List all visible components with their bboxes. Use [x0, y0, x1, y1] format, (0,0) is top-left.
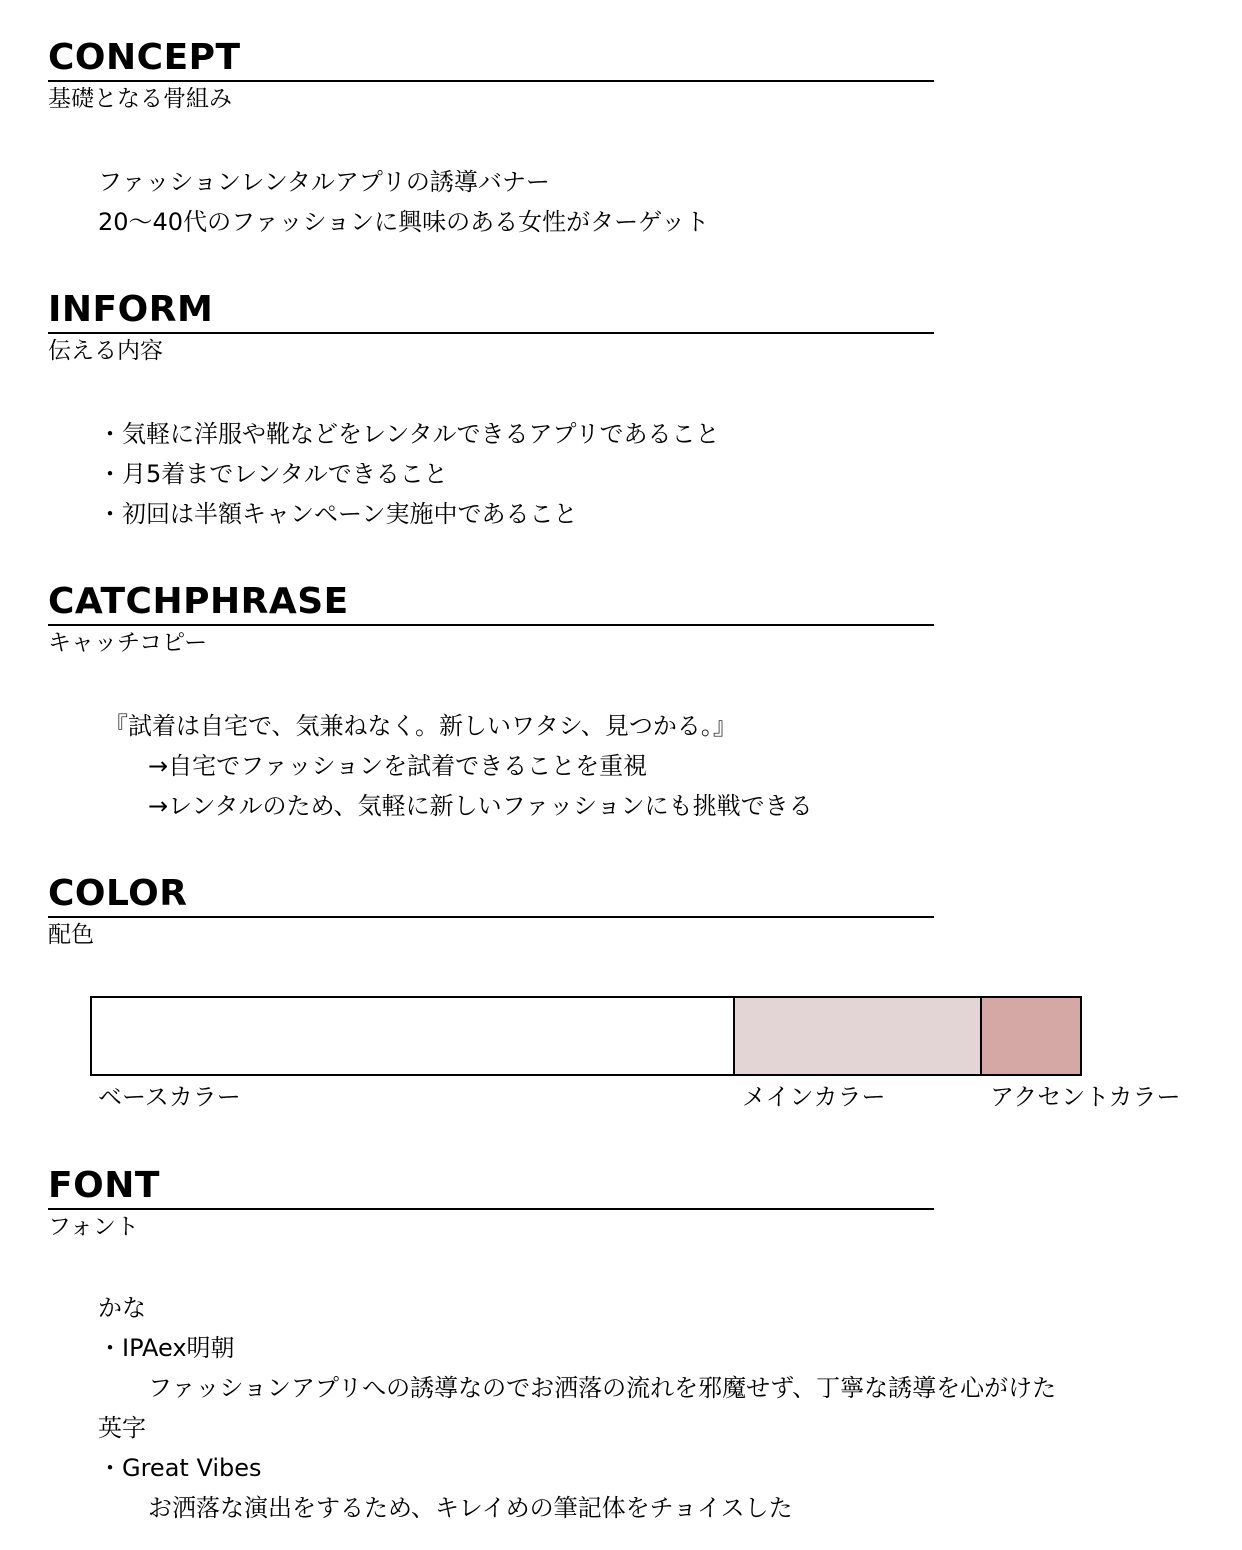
font-kana-label: かな: [98, 1294, 146, 1322]
inform-section: [48, 288, 934, 368]
concept-section: [48, 36, 934, 116]
font-latin-name: ・Great Vibes: [98, 1454, 262, 1482]
main-color-swatch: [733, 998, 980, 1074]
inform-line-2: ・月5着までレンタルできること: [98, 460, 448, 488]
inform-body: [98, 414, 719, 534]
font-heading: FONT: [48, 1165, 160, 1206]
inform-line-1: ・気軽に洋服や靴などをレンタルできるアプリであること: [98, 420, 720, 448]
accent-color-label: アクセントカラー: [990, 1083, 1181, 1111]
catchphrase-body: [98, 706, 813, 826]
catchphrase-section: [48, 580, 934, 660]
color-subtitle: 配色: [48, 922, 94, 948]
catchphrase-line-2: →自宅でファッションを試着できることを重視: [148, 752, 648, 780]
font-section: [48, 1164, 934, 1244]
concept-heading: CONCEPT: [48, 37, 241, 78]
font-kana-name: ・IPAex明朝: [98, 1334, 235, 1362]
color-palette: [90, 996, 1082, 1076]
accent-color-swatch: [980, 998, 1080, 1074]
concept-body: [98, 162, 709, 242]
font-subtitle: フォント: [48, 1214, 139, 1240]
concept-line-1: ファッションレンタルアプリの誘導バナー: [98, 168, 550, 196]
base-color-swatch: [92, 998, 733, 1074]
concept-subtitle: 基礎となる骨組み: [48, 86, 232, 112]
catchphrase-line-3: →レンタルのため、気軽に新しいファッションにも挑戦できる: [148, 792, 813, 820]
concept-line-2: 20〜40代のファッションに興味のある女性がターゲット: [98, 208, 710, 236]
color-section: [48, 872, 934, 952]
base-color-label: ベースカラー: [98, 1083, 241, 1111]
font-latin-label: 英字: [98, 1414, 146, 1442]
main-color-label: メインカラー: [742, 1083, 886, 1111]
catchphrase-heading: CATCHPHRASE: [48, 581, 349, 622]
font-kana-reason: ファッションアプリへの誘導なのでお洒落の流れを邪魔せず、丁寧な誘導を心がけた: [148, 1374, 1057, 1402]
inform-subtitle: 伝える内容: [48, 338, 163, 364]
inform-line-3: ・初回は半額キャンペーン実施中であること: [98, 500, 578, 528]
catchphrase-line-1: 『試着は自宅で、気兼ねなく。新しいワタシ、見つかる。』: [104, 712, 737, 740]
font-body: [98, 1288, 1056, 1528]
catchphrase-subtitle: キャッチコピー: [48, 630, 208, 656]
color-heading: COLOR: [48, 873, 188, 914]
font-latin-reason: お洒落な演出をするため、キレイめの筆記体をチョイスした: [148, 1494, 793, 1522]
inform-heading: INFORM: [48, 289, 214, 330]
